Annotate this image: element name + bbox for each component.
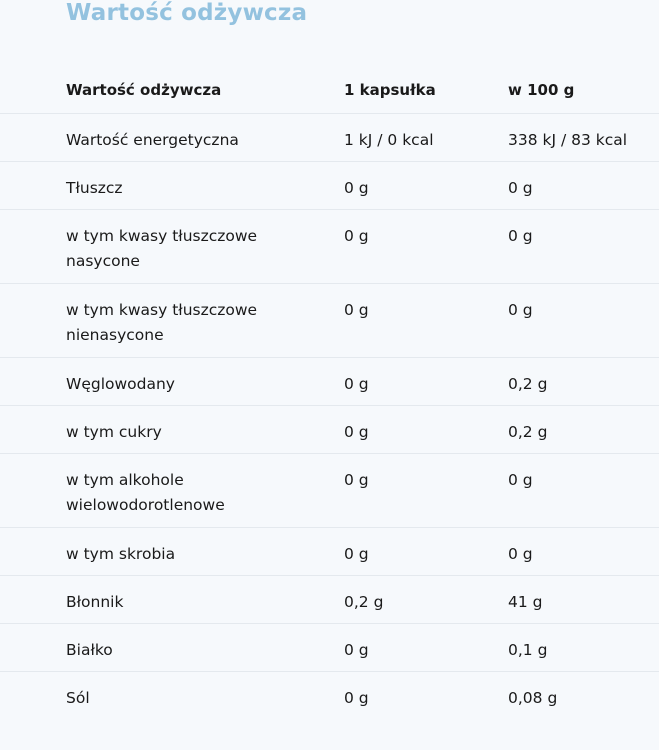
table-row — [0, 454, 659, 528]
column-header-nutrient: Wartość odżywcza — [66, 81, 222, 99]
per-capsule-value: 0 g — [344, 301, 369, 319]
per-capsule-value: 0 g — [344, 179, 369, 197]
nutrient-name: w tym kwasy tłuszczowe nienasycone — [66, 301, 258, 344]
column-header-per-100g: w 100 g — [508, 81, 575, 99]
per-100g-value: 0,08 g — [508, 689, 558, 707]
per-100g-value: 338 kJ / 83 kcal — [508, 131, 628, 149]
per-capsule-value: 0 g — [344, 471, 369, 489]
per-capsule-value: 0 g — [344, 227, 369, 245]
table-row — [0, 672, 659, 719]
nutrient-name: Błonnik — [66, 593, 124, 611]
table-row — [0, 358, 659, 406]
nutrition-table — [0, 64, 659, 719]
table-row — [0, 528, 659, 576]
column-header-per-capsule: 1 kapsułka — [344, 81, 436, 99]
table-header-row — [0, 64, 659, 114]
nutrient-name: w tym cukry — [66, 423, 162, 441]
per-capsule-value: 0 g — [344, 375, 369, 393]
table-row — [0, 162, 659, 210]
per-100g-value: 0 g — [508, 227, 533, 245]
per-100g-value: 0 g — [508, 179, 533, 197]
nutrient-name: Węglowodany — [66, 375, 175, 393]
per-100g-value: 0,2 g — [508, 375, 548, 393]
table-row — [0, 114, 659, 162]
nutrient-name: w tym kwasy tłuszczowe nasycone — [66, 227, 258, 270]
per-capsule-value: 0 g — [344, 423, 369, 441]
per-100g-value: 41 g — [508, 593, 543, 611]
nutrient-name: Tłuszcz — [66, 179, 123, 197]
nutrient-name: Wartość energetyczna — [66, 131, 239, 149]
nutrient-name: Białko — [66, 641, 113, 659]
per-100g-value: 0 g — [508, 471, 533, 489]
table-row — [0, 576, 659, 624]
per-capsule-value: 0 g — [344, 689, 369, 707]
section-title: Wartość odżywcza — [66, 0, 308, 26]
table-row — [0, 406, 659, 454]
per-100g-value: 0,1 g — [508, 641, 548, 659]
table-row — [0, 284, 659, 358]
table-row — [0, 210, 659, 284]
per-100g-value: 0 g — [508, 301, 533, 319]
per-capsule-value: 0 g — [344, 545, 369, 563]
table-row — [0, 624, 659, 672]
per-capsule-value: 1 kJ / 0 kcal — [344, 131, 434, 149]
nutrient-name: w tym alkohole wielowodorotlenowe — [66, 471, 225, 514]
per-100g-value: 0,2 g — [508, 423, 548, 441]
nutrient-name: Sól — [66, 689, 90, 707]
per-capsule-value: 0,2 g — [344, 593, 384, 611]
per-100g-value: 0 g — [508, 545, 533, 563]
nutrient-name: w tym skrobia — [66, 545, 176, 563]
per-capsule-value: 0 g — [344, 641, 369, 659]
